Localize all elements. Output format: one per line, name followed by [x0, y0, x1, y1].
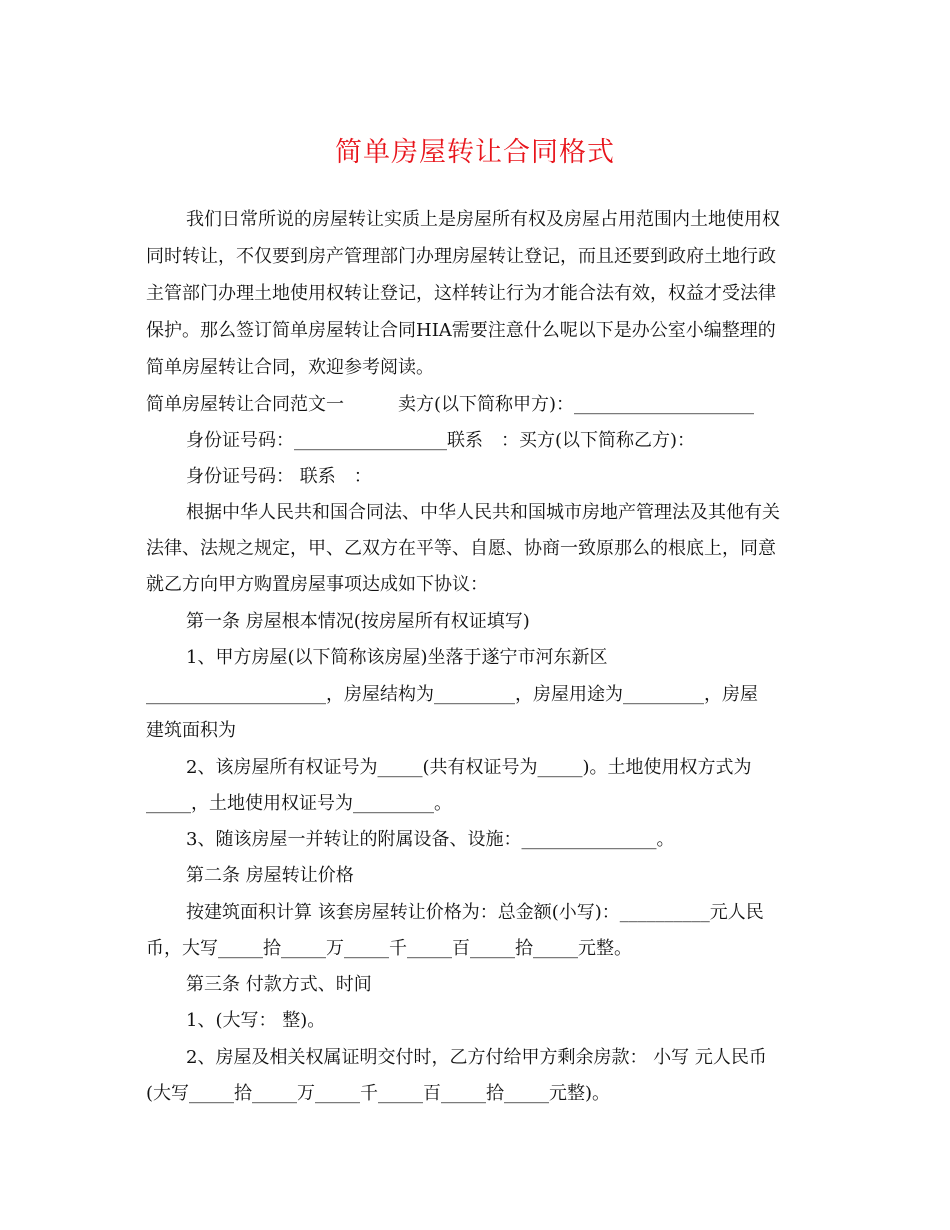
text-line: 简单房屋转让合同，欢迎参考阅读。: [146, 357, 434, 378]
text-line: 身份证号码： 联系 ：: [186, 466, 372, 487]
text-line: 2、房屋及相关权属证明交付时，乙方付给甲方剩余房款： 小写 元人民币: [186, 1047, 767, 1068]
text-line: 第二条 房屋转让价格: [186, 865, 354, 886]
text-line: 主管部门办理土地使用权转让登记，这样转让行为才能合法有效，权益才受法律: [146, 283, 776, 304]
text-line: 保护。那么签订简单房屋转让合同HIA需要注意什么呢以下是办公室小编整理的: [146, 320, 776, 341]
text-line: 建筑面积为: [146, 720, 236, 741]
text-line: 根据中华人民共和国合同法、中华人民共和国城市房地产管理法及其他有关: [186, 502, 780, 523]
text-line: 法律、法规之规定，甲、乙双方在平等、自愿、协商一致原那么的根底上，同意: [146, 538, 776, 559]
text-line: 就乙方向甲方购置房屋事项达成如下协议：: [146, 574, 488, 595]
text-line: 币，大写_____拾_____万_____千_____百_____拾_____元整。: [146, 938, 632, 959]
text-line: 1、甲方房屋(以下简称该房屋)坐落于遂宁市河东新区: [186, 647, 608, 668]
text-line: 身份证号码：_________________联系 ：买方(以下简称乙方)：: [186, 430, 696, 451]
text-line: ____________________，房屋结构为_________，房屋用途为_________，房屋: [146, 684, 758, 705]
text-line: 第一条 房屋根本情况(按房屋所有权证填写): [186, 611, 530, 632]
text-line: 简单房屋转让合同范文一 卖方(以下简称甲方)：____________________: [146, 394, 755, 415]
text-line: 按建筑面积计算 该套房屋转让价格为：总金额(小写)：__________元人民: [186, 902, 764, 923]
text-line: _____，土地使用权证号为_________。: [146, 793, 452, 814]
text-line: 1、(大写： 整)。: [186, 1010, 326, 1031]
text-line: 2、该房屋所有权证号为_____(共有权证号为_____)。土地使用权方式为: [186, 757, 752, 778]
text-line: (大写_____拾_____万_____千_____百_____拾_____元整)。: [146, 1083, 611, 1104]
document-title: 简单房屋转让合同格式: [335, 137, 615, 168]
text-line: 同时转让，不仅要到房产管理部门办理房屋转让登记，而且还要到政府土地行政: [146, 246, 776, 267]
text-line: 第三条 付款方式、时间: [186, 974, 372, 995]
text-line: 我们日常所说的房屋转让实质上是房屋所有权及房屋占用范围内土地使用权: [186, 209, 780, 230]
text-line: 3、随该房屋一并转让的附属设备、设施：_______________。: [186, 829, 675, 850]
